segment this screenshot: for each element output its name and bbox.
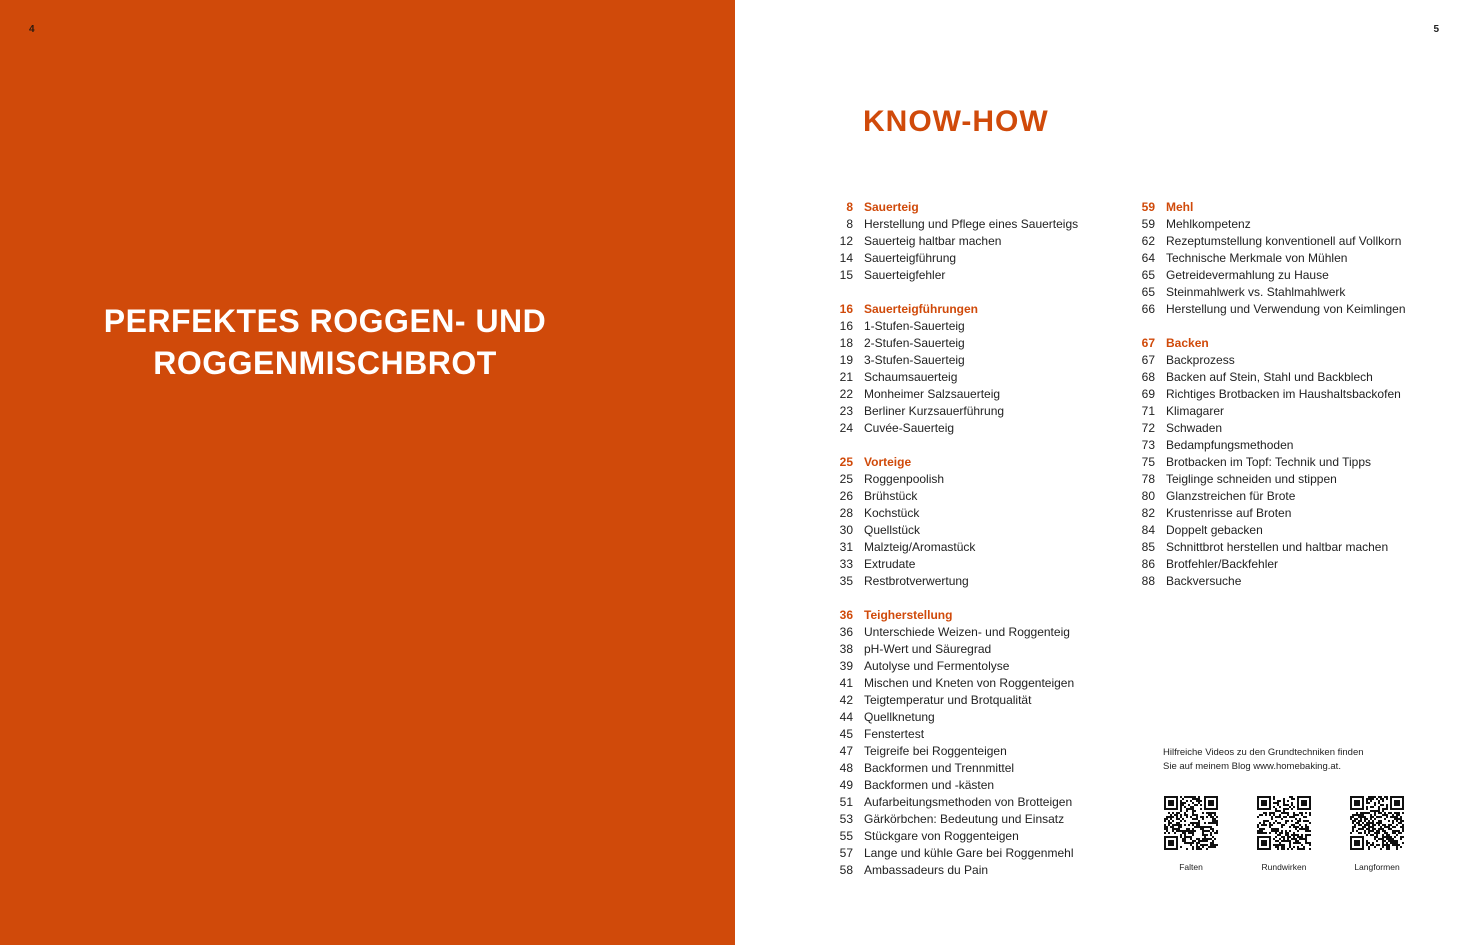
- toc-entry-title: Schnittbrot herstellen und haltbar machen: [1166, 540, 1389, 554]
- toc-entry: [1127, 403, 1447, 420]
- toc-entry-title: Monheimer Salzsauerteig: [864, 387, 1001, 401]
- toc-entry-title: Backversuche: [1166, 574, 1242, 588]
- video-hint-line: Hilfreiche Videos zu den Grundtechniken finden: [1163, 747, 1364, 758]
- toc-entry-title: Teigherstellung: [864, 608, 953, 622]
- toc-entry: [825, 233, 1115, 250]
- toc-column-left: [825, 199, 1115, 896]
- toc-entry: [825, 522, 1115, 539]
- video-hint: [1163, 746, 1364, 774]
- toc-page-number: 39: [839, 659, 853, 673]
- toc-entry-title: Brühstück: [864, 489, 918, 503]
- know-how-title: KNOW-HOW: [863, 105, 1049, 138]
- toc-entry-title: Backen: [1166, 336, 1209, 350]
- chapter-title: [0, 300, 650, 384]
- toc-entry-title: Kochstück: [864, 506, 920, 520]
- toc-entry: [825, 709, 1115, 726]
- toc-entry-title: Doppelt gebacken: [1166, 523, 1263, 537]
- toc-entry-title: Quellstück: [864, 523, 921, 537]
- toc-entry-title: Fenstertest: [864, 727, 925, 741]
- toc-entry: [1127, 505, 1447, 522]
- toc-page-number: 88: [1141, 574, 1155, 588]
- toc-page-number: 31: [839, 540, 853, 554]
- toc-page-number: 65: [1141, 285, 1155, 299]
- toc-section: [1127, 199, 1447, 318]
- toc-entry-title: Teigreife bei Roggenteigen: [864, 744, 1007, 758]
- toc-entry-title: Herstellung und Pflege eines Sauerteigs: [864, 217, 1079, 231]
- toc-page-number: 65: [1141, 268, 1155, 282]
- toc-entry: [1127, 573, 1447, 590]
- toc-entry-title: Sauerteig: [864, 200, 919, 214]
- toc-entry-title: Richtiges Brotbacken im Haushaltsbackofen: [1166, 387, 1401, 401]
- toc-entry-title: Brotfehler/Backfehler: [1166, 557, 1279, 571]
- toc-entry-title: Sauerteigführung: [864, 251, 957, 265]
- toc-page-number: 59: [1141, 200, 1155, 214]
- toc-entry: [1127, 539, 1447, 556]
- qr-code-icon: [1257, 796, 1311, 850]
- toc-page-number: 30: [839, 523, 853, 537]
- toc-entry: [825, 352, 1115, 369]
- toc-page-number: 35: [839, 574, 853, 588]
- toc-page-number: 33: [839, 557, 853, 571]
- toc-page-number: 55: [839, 829, 853, 843]
- toc-page-number: 36: [839, 608, 853, 622]
- toc-page-number: 59: [1141, 217, 1155, 231]
- toc-page-number: 15: [839, 268, 853, 282]
- toc-page-number: 19: [839, 353, 853, 367]
- toc-page-number: 44: [839, 710, 853, 724]
- toc-section-heading: [825, 607, 1115, 624]
- toc-entry: [825, 777, 1115, 794]
- toc-entry: [825, 862, 1115, 879]
- toc-entry: [825, 641, 1115, 658]
- toc-page-number: 36: [839, 625, 853, 639]
- toc-entry: [825, 624, 1115, 641]
- toc-page-number: 67: [1141, 336, 1155, 350]
- toc-page-number: 68: [1141, 370, 1155, 384]
- toc-entry: [825, 811, 1115, 828]
- qr-label: Langformen: [1354, 862, 1400, 872]
- toc-page-number: 71: [1141, 404, 1155, 418]
- toc-entry: [1127, 352, 1447, 369]
- toc-section: [825, 454, 1115, 590]
- toc-entry: [825, 369, 1115, 386]
- toc-entry: [825, 675, 1115, 692]
- toc-entry: [825, 845, 1115, 862]
- toc-section-heading: [825, 454, 1115, 471]
- toc-page-number: 58: [839, 863, 853, 877]
- toc-entry: [825, 420, 1115, 437]
- right-page: [735, 0, 1470, 945]
- toc-entry: [1127, 488, 1447, 505]
- toc-entry-title: Vorteige: [864, 455, 912, 469]
- toc-entry-title: Quellknetung: [864, 710, 935, 724]
- toc-page-number: 18: [839, 336, 853, 350]
- toc-entry-title: Brotbacken im Topf: Technik und Tipps: [1166, 455, 1372, 469]
- toc-entry: [825, 505, 1115, 522]
- toc-entry-title: Restbrotverwertung: [864, 574, 969, 588]
- toc-page-number: 78: [1141, 472, 1155, 486]
- toc-entry-title: Teigtemperatur und Brotqualität: [864, 693, 1032, 707]
- toc-entry-title: Backformen und Trennmittel: [864, 761, 1015, 775]
- toc-page-number: 85: [1141, 540, 1155, 554]
- toc-section: [825, 199, 1115, 284]
- toc-entry: [1127, 420, 1447, 437]
- toc-page-number: 25: [839, 472, 853, 486]
- toc-page-number: 80: [1141, 489, 1155, 503]
- toc-page-number: 12: [839, 234, 853, 248]
- toc-entry-title: Schwaden: [1166, 421, 1223, 435]
- toc-entry-title: Roggenpoolish: [864, 472, 945, 486]
- toc-page-number: 67: [1141, 353, 1155, 367]
- toc-entry: [825, 760, 1115, 777]
- toc-page-number: 24: [839, 421, 853, 435]
- chapter-title-line: ROGGENMISCHBROT: [153, 345, 497, 381]
- toc-entry: [825, 403, 1115, 420]
- toc-entry-title: Cuvée-Sauerteig: [864, 421, 955, 435]
- toc-section: [1127, 335, 1447, 590]
- toc-entry-title: Schaumsauerteig: [864, 370, 958, 384]
- toc-page-number: 57: [839, 846, 853, 860]
- toc-entry: [1127, 284, 1447, 301]
- toc-entry-title: Mischen und Kneten von Roggenteigen: [864, 676, 1075, 690]
- toc-page-number: 16: [839, 319, 853, 333]
- toc-page-number: 49: [839, 778, 853, 792]
- toc-entry: [1127, 369, 1447, 386]
- toc-page-number: 48: [839, 761, 853, 775]
- toc-page-number: 47: [839, 744, 853, 758]
- toc-page-number: 28: [839, 506, 853, 520]
- toc-entry: [825, 828, 1115, 845]
- toc-page-number: 41: [839, 676, 853, 690]
- toc-entry-title: Sauerteigfehler: [864, 268, 946, 282]
- toc-entry-title: Aufarbeitungsmethoden von Brotteigen: [864, 795, 1073, 809]
- toc-entry: [1127, 216, 1447, 233]
- toc-section-heading: [1127, 199, 1447, 216]
- qr-label: Falten: [1179, 862, 1203, 872]
- qr-label: Rundwirken: [1261, 862, 1307, 872]
- toc-page-number: 82: [1141, 506, 1155, 520]
- toc-page-number: 8: [846, 217, 853, 231]
- toc-entry-title: Gärkörbchen: Bedeutung und Einsatz: [864, 812, 1065, 826]
- toc-page-number: 73: [1141, 438, 1155, 452]
- toc-entry-title: Technische Merkmale von Mühlen: [1166, 251, 1348, 265]
- toc-section-heading: [825, 199, 1115, 216]
- toc-entry-title: Mehl: [1166, 200, 1194, 214]
- toc-page-number: 16: [839, 302, 853, 316]
- toc-entry: [825, 318, 1115, 335]
- qr-code-rundwirken[interactable]: [1254, 796, 1314, 872]
- toc-entry: [825, 471, 1115, 488]
- toc-entry: [825, 658, 1115, 675]
- toc-column-right: [1127, 199, 1447, 607]
- toc-page-number: 45: [839, 727, 853, 741]
- toc-page-number: 69: [1141, 387, 1155, 401]
- toc-entry-title: Backen auf Stein, Stahl und Backblech: [1166, 370, 1373, 384]
- toc-entry: [1127, 301, 1447, 318]
- chapter-title-line: PERFEKTES ROGGEN- UND: [103, 303, 547, 339]
- page-number-left: 4: [29, 24, 35, 35]
- toc-page-number: 72: [1141, 421, 1155, 435]
- toc-entry: [1127, 250, 1447, 267]
- toc-entry-title: Stückgare von Roggenteigen: [864, 829, 1019, 843]
- toc-entry: [825, 726, 1115, 743]
- toc-entry: [1127, 454, 1447, 471]
- toc-entry: [1127, 233, 1447, 250]
- toc-page-number: 86: [1141, 557, 1155, 571]
- qr-code-icon: [1164, 796, 1218, 850]
- toc-entry: [825, 539, 1115, 556]
- qr-code-langformen[interactable]: [1347, 796, 1407, 872]
- toc-section: [825, 607, 1115, 879]
- toc-entry-title: 3-Stufen-Sauerteig: [864, 353, 965, 367]
- toc-entry-title: Extrudate: [864, 557, 916, 571]
- toc-entry-title: Getreidevermahlung zu Hause: [1166, 268, 1329, 282]
- toc-entry-title: Backformen und -kästen: [864, 778, 995, 792]
- toc-entry: [1127, 437, 1447, 454]
- toc-entry: [825, 573, 1115, 590]
- toc-entry: [1127, 556, 1447, 573]
- toc-entry: [825, 250, 1115, 267]
- toc-entry: [825, 488, 1115, 505]
- toc-page-number: 14: [839, 251, 853, 265]
- video-hint-line: Sie auf meinem Blog www.homebaking.at.: [1163, 761, 1341, 772]
- toc-page-number: 25: [839, 455, 853, 469]
- qr-code-icon: [1350, 796, 1404, 850]
- toc-entry: [1127, 267, 1447, 284]
- toc-entry: [1127, 386, 1447, 403]
- page-number-right: 5: [1433, 24, 1439, 35]
- toc-page-number: 21: [839, 370, 853, 384]
- toc-entry-title: Klimagarer: [1166, 404, 1225, 418]
- toc-entry-title: Malzteig/Aromastück: [864, 540, 976, 554]
- toc-entry-title: Backprozess: [1166, 353, 1235, 367]
- toc-entry-title: Sauerteigführungen: [864, 302, 979, 316]
- toc-page-number: 23: [839, 404, 853, 418]
- toc-entry-title: Steinmahlwerk vs. Stahlmahlwerk: [1166, 285, 1346, 299]
- toc-entry-title: Unterschiede Weizen- und Roggenteig: [864, 625, 1070, 639]
- toc-entry: [1127, 522, 1447, 539]
- toc-entry-title: Teiglinge schneiden und stippen: [1166, 472, 1337, 486]
- toc-entry-title: pH-Wert und Säuregrad: [864, 642, 992, 656]
- toc-page-number: 62: [1141, 234, 1155, 248]
- toc-entry-title: 2-Stufen-Sauerteig: [864, 336, 965, 350]
- toc-entry-title: Autolyse und Fermentolyse: [864, 659, 1010, 673]
- toc-entry: [825, 556, 1115, 573]
- toc-entry-title: Glanzstreichen für Brote: [1166, 489, 1296, 503]
- toc-entry: [825, 692, 1115, 709]
- toc-entry: [825, 216, 1115, 233]
- toc-entry-title: 1-Stufen-Sauerteig: [864, 319, 965, 333]
- toc-section-heading: [825, 301, 1115, 318]
- toc-entry-title: Bedampfungsmethoden: [1166, 438, 1294, 452]
- toc-entry: [825, 386, 1115, 403]
- toc-page-number: 26: [839, 489, 853, 503]
- toc-section: [825, 301, 1115, 437]
- toc-page-number: 38: [839, 642, 853, 656]
- toc-entry-title: Ambassadeurs du Pain: [864, 863, 989, 877]
- toc-page-number: 53: [839, 812, 853, 826]
- toc-entry: [825, 794, 1115, 811]
- toc-section-heading: [1127, 335, 1447, 352]
- toc-page-number: 75: [1141, 455, 1155, 469]
- toc-entry-title: Rezeptumstellung konventionell auf Vollkorn: [1166, 234, 1402, 248]
- toc-entry-title: Mehlkompetenz: [1166, 217, 1251, 231]
- toc-entry-title: Sauerteig haltbar machen: [864, 234, 1002, 248]
- toc-entry-title: Berliner Kurzsauerführung: [864, 404, 1005, 418]
- toc-entry: [825, 743, 1115, 760]
- qr-code-falten[interactable]: [1161, 796, 1221, 872]
- toc-entry-title: Krustenrisse auf Broten: [1166, 506, 1292, 520]
- toc-entry: [1127, 471, 1447, 488]
- toc-page-number: 66: [1141, 302, 1155, 316]
- toc-entry-title: Lange und kühle Gare bei Roggenmehl: [864, 846, 1074, 860]
- toc-page-number: 51: [839, 795, 853, 809]
- toc-entry: [825, 335, 1115, 352]
- toc-page-number: 64: [1141, 251, 1155, 265]
- toc-entry: [825, 267, 1115, 284]
- toc-page-number: 42: [839, 693, 853, 707]
- toc-page-number: 22: [839, 387, 853, 401]
- toc-page-number: 84: [1141, 523, 1155, 537]
- toc-page-number: 8: [846, 200, 853, 214]
- toc-entry-title: Herstellung und Verwendung von Keimlingen: [1166, 302, 1406, 316]
